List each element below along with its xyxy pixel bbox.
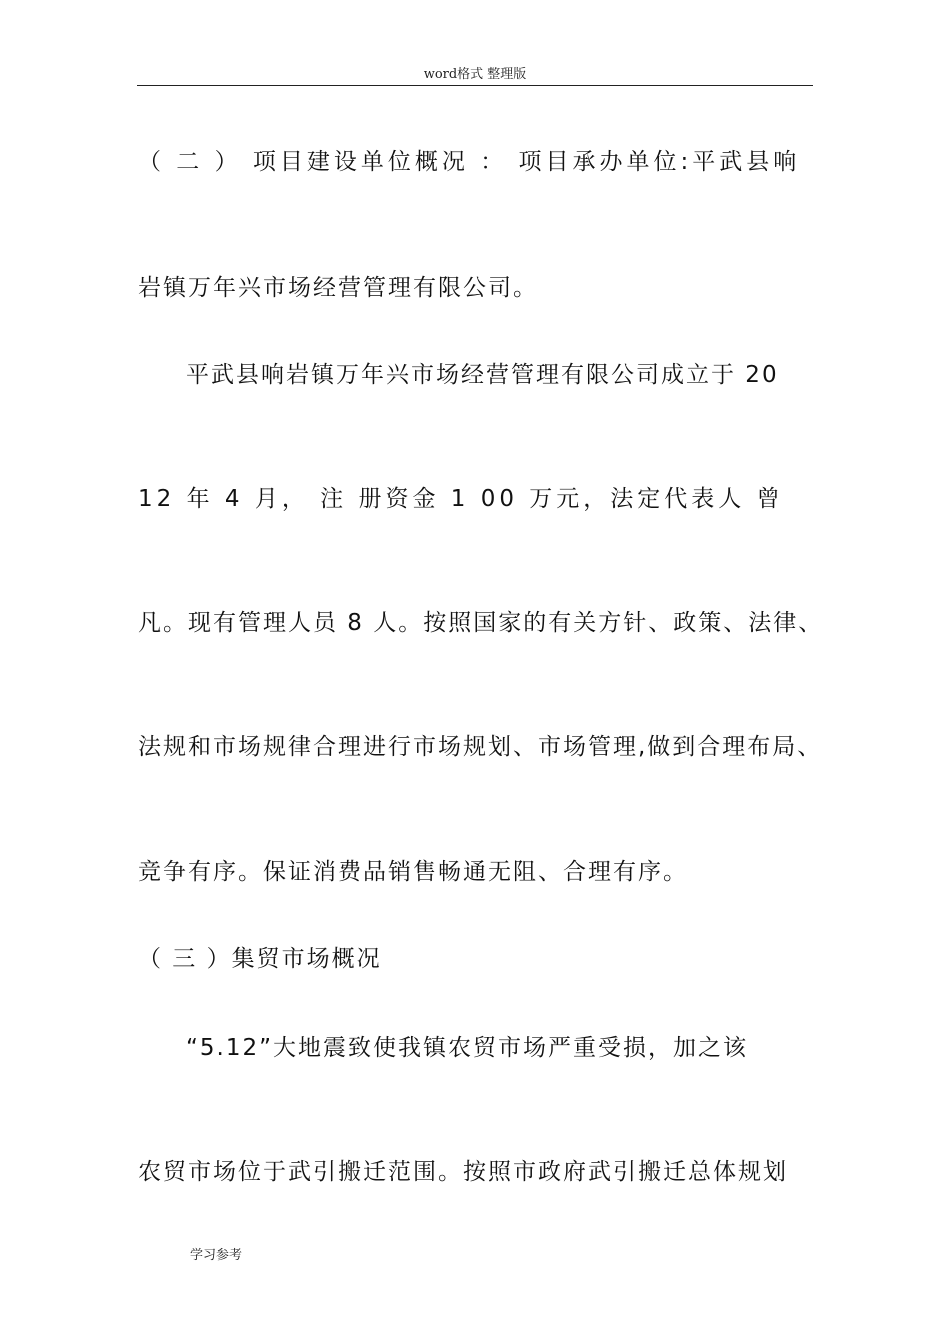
body-line-1: （ 二 ） 项目建设单位概况 ： 项目承办单位:平武县响 xyxy=(138,149,801,175)
body-line-7: 竞争有序。保证消费品销售畅通无阻、合理有序。 xyxy=(138,859,688,885)
page-footer: 学习参考 xyxy=(190,1248,243,1263)
body-line-6: 法规和市场规律合理进行市场规划、市场管理,做到合理布局、 xyxy=(138,734,823,760)
body-line-9: “5.12”大地震致使我镇农贸市场严重受损，加之该 xyxy=(186,1035,749,1061)
body-line-5: 凡。现有管理人员 8 人。按照国家的有关方针、政策、法律、 xyxy=(138,610,824,636)
body-line-10: 农贸市场位于武引搬迁范围。按照市政府武引搬迁总体规划 xyxy=(138,1159,788,1185)
section-heading: （ 三 ）集贸市场概况 xyxy=(138,946,382,972)
body-line-3: 平武县响岩镇万年兴市场经营管理有限公司成立于 20 xyxy=(186,362,779,388)
page-header: word格式 整理版 xyxy=(423,67,527,82)
header-divider xyxy=(137,85,813,86)
body-line-2: 岩镇万年兴市场经营管理有限公司。 xyxy=(138,275,538,301)
body-line-4: 12 年 4 月， 注 册资金 1 00 万元，法定代表人 曾 xyxy=(138,486,784,512)
